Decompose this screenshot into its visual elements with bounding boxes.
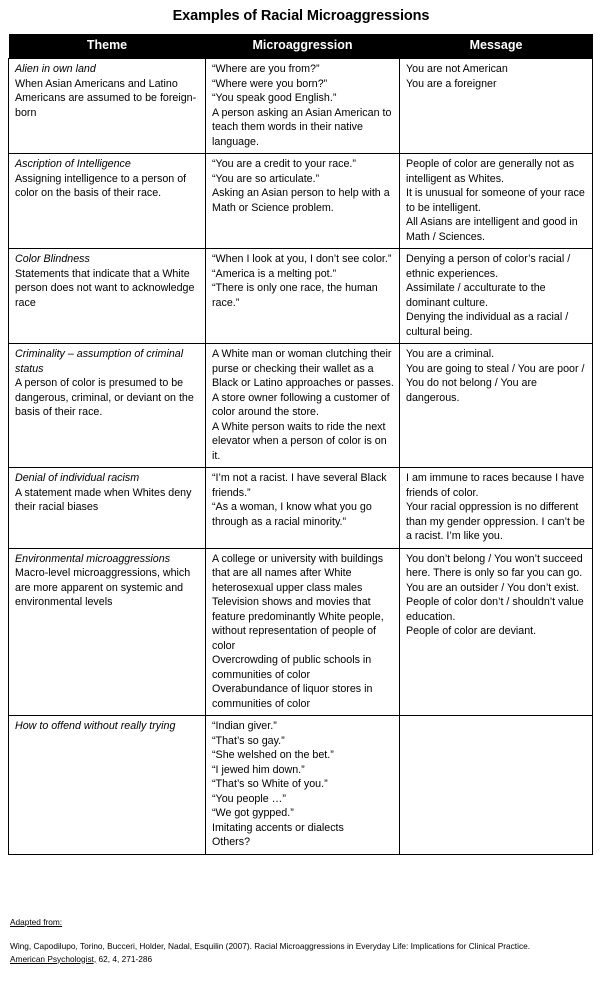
microaggression-item: “You are a credit to your race.” [212, 158, 356, 170]
cell-microaggression [206, 154, 400, 249]
theme-title: Criminality – assumption of criminal status [15, 348, 184, 375]
table-row [9, 548, 593, 716]
theme-description: When Asian Americans and Latino Americans are assumed to be foreign-born [15, 77, 197, 119]
message-item: You are a criminal. [406, 348, 495, 360]
table-row [9, 249, 593, 344]
theme-description: A person of color is presumed to be dangerous, criminal, or deviant on the basis of their race. [15, 377, 194, 418]
theme-title: How to offend without really trying [15, 720, 176, 732]
message-item: Denying a person of color’s racial / ethnic experiences. [406, 253, 571, 280]
microaggression-item: A White person waits to ride the next elevator when a person of color is on it. [212, 420, 387, 462]
cell-message [400, 59, 593, 154]
citation-line-2 [10, 953, 590, 966]
cell-microaggression [206, 59, 400, 154]
message-item: You are an outsider / You don’t exist. [406, 581, 580, 594]
microaggression-item: “I jewed him down.” [212, 763, 305, 776]
theme-description: Assigning intelligence to a person of color on the basis of their race. [15, 172, 187, 199]
adapted-from-label: Adapted from: [10, 917, 63, 927]
page-title: Examples of Racial Microaggressions [172, 8, 430, 24]
theme-title: Ascription of Intelligence [15, 158, 131, 170]
column-header-microaggression: Microaggression [206, 34, 400, 59]
theme-title: Denial of individual racism [15, 472, 140, 484]
cell-message [400, 548, 593, 716]
microaggression-item: “As a woman, I know what you go through as a racial minority.” [212, 501, 372, 528]
message-item: You are not American [406, 63, 508, 75]
microaggression-item: Overabundance of liquor stores in communities of color [212, 683, 373, 710]
message-item: People of color are generally not as intelligent as Whites. [406, 158, 575, 185]
citation-journal-name: American Psychologist, [10, 953, 97, 964]
microaggression-item: “You speak good English.” [212, 92, 337, 104]
microaggression-item: Others? [212, 836, 251, 848]
message-item: People of color don’t / shouldn’t value education. [406, 596, 584, 623]
theme-title: Alien in own land [15, 63, 96, 75]
microaggression-item: “Where are you from?” [212, 63, 320, 75]
cell-theme [9, 548, 206, 716]
cell-theme [9, 249, 206, 344]
table-head [9, 34, 593, 59]
theme-title: Environmental microaggressions [15, 552, 171, 565]
footer [10, 912, 590, 965]
message-item: Denying the individual as a racial / cultural being. [406, 311, 569, 338]
cell-theme [9, 344, 206, 468]
theme-description: A statement made when Whites deny their racial biases [15, 486, 192, 513]
microaggression-item: “That’s so White of you.” [212, 778, 328, 790]
cell-message [400, 468, 593, 549]
microaggression-item: Overcrowding of public schools in communities of color [212, 654, 372, 681]
microaggressions-table [8, 34, 593, 855]
cell-message [400, 344, 593, 468]
message-item: People of color are deviant. [406, 625, 537, 637]
microaggression-item: “America is a melting pot.” [212, 267, 337, 280]
theme-description: Macro-level microaggressions, which are more apparent on systemic and environmental levels [15, 567, 191, 608]
message-item: I am immune to races because I have friends of color. [406, 472, 585, 499]
table-row [9, 716, 593, 855]
microaggression-item: “Indian giver.” [212, 720, 277, 732]
message-item: Your racial oppression is no different than my gender oppression. I can’t be a racist. I’m like you. [406, 501, 585, 542]
citation [10, 940, 590, 965]
cell-microaggression [206, 716, 400, 855]
table-header-row [9, 34, 593, 59]
microaggression-item: “Where were you born?” [212, 77, 328, 90]
theme-description: Statements that indicate that a White person does not want to acknowledge race [15, 267, 195, 309]
cell-microaggression [206, 344, 400, 468]
table-row [9, 344, 593, 468]
message-item: You are going to steal / You are poor / You do not belong / You are dangerous. [406, 362, 585, 404]
table-row [9, 59, 593, 154]
cell-message [400, 249, 593, 344]
cell-message [400, 716, 593, 855]
microaggression-item: “You people …” [212, 792, 286, 805]
table-body [9, 59, 593, 855]
table-row [9, 468, 593, 549]
message-item: You are a foreigner [406, 77, 497, 90]
microaggression-item: A person asking an Asian American to teach them words in their native language. [212, 106, 392, 148]
microaggression-item: “I’m not a racist. I have several Black friends.” [212, 472, 387, 499]
message-item: You don’t belong / You won’t succeed here. There is only so far you can go. [406, 552, 583, 579]
citation-line-1: Wing, Capodilupo, Torino, Bucceri, Holder, Nadal, Esquilin (2007). Racial Microaggressions in Everyday Life: Implications for Clinical Practice. [10, 941, 531, 951]
table-row [9, 154, 593, 249]
message-item: All Asians are intelligent and good in Math / Sciences. [406, 216, 578, 243]
microaggression-item: Asking an Asian person to help with a Math or Science problem. [212, 187, 390, 214]
cell-message [400, 154, 593, 249]
theme-title: Color Blindness [15, 253, 90, 265]
microaggression-item: “You are so articulate.” [212, 172, 320, 185]
message-item: Assimilate / acculturate to the dominant culture. [406, 282, 546, 309]
microaggression-item: “She welshed on the bet.” [212, 749, 334, 761]
cell-theme [9, 716, 206, 855]
table-container [8, 34, 592, 855]
microaggression-item: “That’s so gay.” [212, 734, 285, 747]
cell-theme [9, 154, 206, 249]
microaggression-item: “There is only one race, the human race.” [212, 282, 378, 309]
cell-microaggression [206, 468, 400, 549]
cell-microaggression [206, 548, 400, 716]
microaggression-item: A college or university with buildings that are all names after White heterosexual upper class males [212, 552, 384, 594]
column-header-theme: Theme [9, 34, 206, 59]
column-header-message: Message [400, 34, 593, 59]
microaggression-item: A store owner following a customer of color around the store. [212, 391, 390, 418]
microaggression-item: Imitating accents or dialects [212, 821, 344, 834]
microaggression-item: “We got gypped.” [212, 807, 294, 819]
microaggression-item: “When I look at you, I don’t see color.” [212, 253, 392, 265]
cell-theme [9, 59, 206, 154]
cell-microaggression [206, 249, 400, 344]
citation-volume-pages: 62, 4, 271-286 [96, 953, 153, 964]
cell-theme [9, 468, 206, 549]
message-item: It is unusual for someone of your race to be intelligent. [406, 187, 585, 214]
microaggression-item: A White man or woman clutching their purse or checking their wallet as a Black or Latino approaches or passes. [212, 348, 394, 389]
document-page [0, 6, 602, 981]
microaggression-item: Television shows and movies that feature predominantly White people, without representation of people of color [212, 596, 384, 652]
